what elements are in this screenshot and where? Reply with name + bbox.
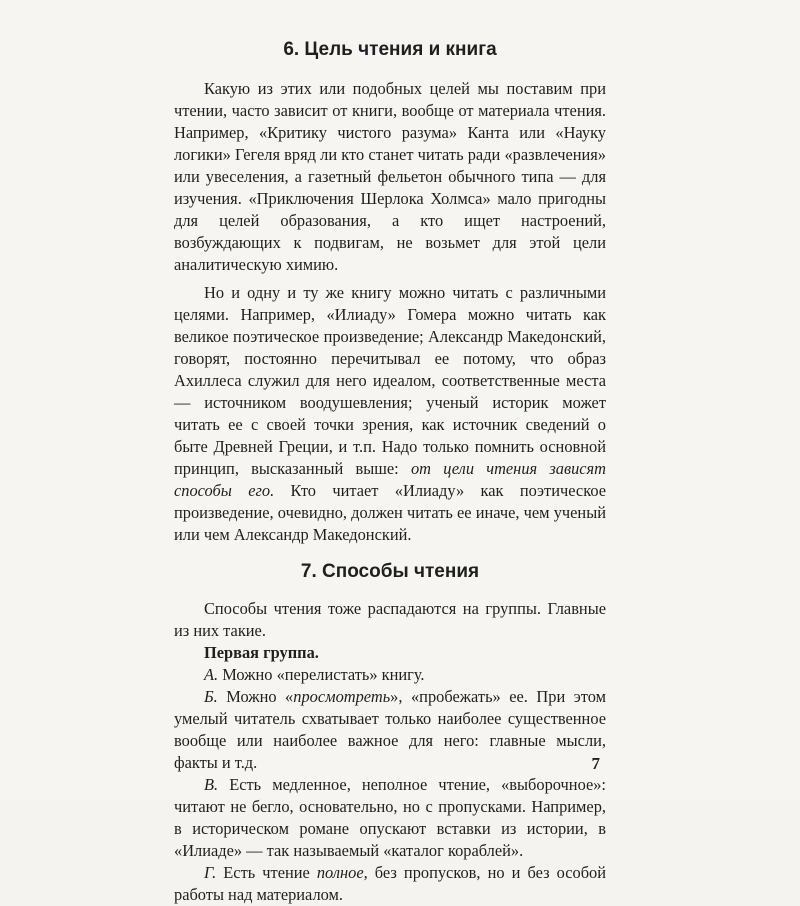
page-number: 7	[591, 754, 600, 773]
item-letter: В.	[204, 775, 219, 794]
item-text: Есть чтение	[216, 863, 317, 882]
paragraph-text: Но и одну и ту же книгу можно читать с различными целями. Например, «Илиаду» Гомера можно читать как великое поэтическое произведение; Александр Македонский, говорят, постоянно перечитывал ее потому, что образ Ахиллеса служил для него идеалом, соответственные места — источником воодушевления; ученый историк может читать ее с своей точки зрения, как источник сведений о быте Древней Греции, и т.п. Надо только помнить основной принцип, высказанный выше:	[174, 283, 606, 478]
item-text: », «пробежать» ее. При этом умелый читатель схватывает только наиболее существенное вообще или наиболее важное для него: главные мысли, факты и т.д.	[174, 687, 606, 772]
group-1-title: Первая группа.	[204, 643, 319, 662]
section-6-paragraph-1: Какую из этих или подобных целей мы поставим при чтении, часто зависит от книги, вообще от материала чтения. Например, «Критику чистого разума» Канта или «Науку логики» Гегеля вряд ли кто станет читать ради «развлечения» или увеселения, а газетный фельетон обычного типа — для изучения. «Приключения Шерлока Холмса» мало пригодны для целей образования, а кто ищет настроений, возбуждающих к подвигам, не возьмет для этой цели аналитическую химию.	[174, 79, 606, 274]
item-letter: Г.	[204, 863, 217, 882]
item-text: без пропусков, но и без особой работы над материалом.	[174, 863, 606, 904]
section-7-heading: 7. Способы чтения	[300, 561, 480, 582]
item-v	[174, 774, 606, 862]
section-6-paragraph-2	[174, 282, 606, 546]
item-emphasis: просмотреть	[293, 687, 391, 706]
item-a	[174, 664, 606, 686]
section-6-heading: 6. Цель чтения и книга	[283, 39, 497, 60]
item-emphasis: полное,	[316, 863, 368, 882]
item-g	[174, 862, 606, 906]
section-7-intro: Способы чтения тоже распадаются на группы. Главные из них такие.	[174, 599, 606, 640]
item-letter: Б.	[204, 687, 218, 706]
item-b	[174, 686, 606, 774]
item-letter: А.	[204, 665, 219, 684]
emphasis-principle: от цели чтения зависят способы его.	[174, 459, 606, 500]
item-text: Можно «перелистать» книгу.	[218, 665, 425, 684]
text-column	[174, 30, 606, 906]
paragraph-text: Кто читает «Илиаду» как поэтическое произведение, очевидно, должен читать ее иначе, чем ученый или чем Александр Македонский.	[174, 481, 606, 544]
item-text: Можно «	[217, 687, 294, 706]
item-text: Есть медленное, неполное чтение, «выборочное»: читают не бегло, основательно, но с пропусками. Например, в историческом романе опускают вставки из истории, в «Илиаде» — так называемый «каталог кораблей».	[174, 775, 606, 860]
